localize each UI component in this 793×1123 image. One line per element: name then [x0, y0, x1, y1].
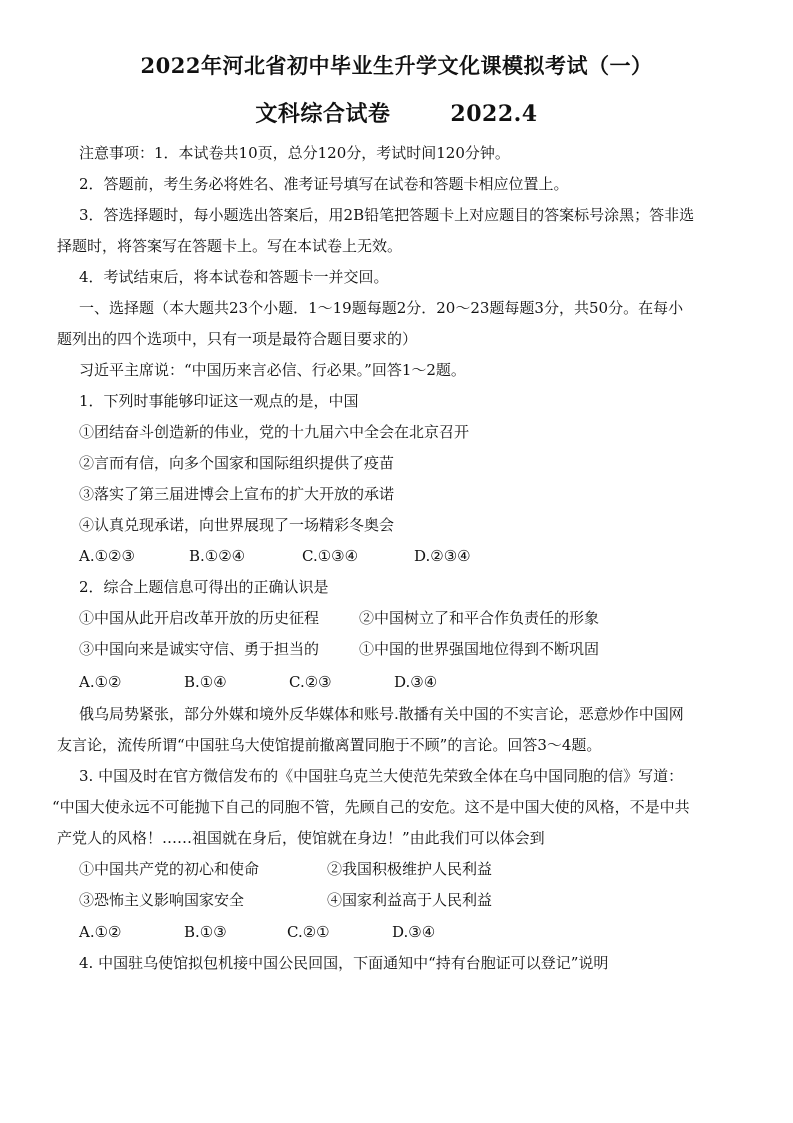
q3-option-d: D.③④: [392, 923, 436, 941]
q2-item-1: ①中国从此开启改革开放的历史征程: [79, 609, 320, 627]
q2-option-a: A.①②: [79, 673, 122, 691]
note-4: 4．考试结束后，将本试卷和答题卡一并交回。: [79, 268, 389, 286]
q1-option-d: D.②③④: [414, 547, 471, 565]
section-heading: 一、选择题（本大题共23个小题．1～19题每题2分．20～23题每题3分，共50分。在每小: [79, 299, 684, 317]
exam-subtitle: 文科综合试卷: [255, 101, 391, 127]
q1-item-2: ②言而有信，向多个国家和国际组织提供了疫苗: [79, 454, 395, 472]
q3-option-c: C.②①: [287, 923, 330, 941]
q2-item-4: ①中国的世界强国地位得到不断巩固: [359, 640, 600, 658]
q3-stem-1: 3. 中国及时在官方微信发布的《中国驻乌克兰大使范先荣致全体在乌中国同胞的信》写道：: [79, 767, 684, 785]
note-3-cont: 择题时，将答案写在答题卡上。写在本试卷上无效。: [57, 237, 403, 255]
q2-stem: 2．综合上题信息可得出的正确认识是: [79, 578, 329, 596]
q1-option-a: A.①②③: [79, 547, 135, 565]
q1-stem: 1．下列时事能够印证这一观点的是，中国: [79, 392, 359, 410]
q2-item-3: ③中国向来是诚实守信、勇于担当的: [79, 640, 320, 658]
q2-option-b: B.①④: [184, 673, 227, 691]
exam-date: 2022.4: [450, 101, 538, 127]
q1-option-b: B.①②④: [189, 547, 246, 565]
q2-option-d: D.③④: [394, 673, 438, 691]
q2-option-c: C.②③: [289, 673, 332, 691]
note-3: 3．答选择题时，每小题选出答案后，用2B铅笔把答题卡上对应题目的答案标号涂黑；答非选: [79, 206, 695, 224]
section-heading-cont: 题列出的四个选项中，只有一项是最符合题目要求的）: [57, 330, 418, 348]
q3-item-3: ③恐怖主义影响国家安全: [79, 891, 245, 909]
q1-item-4: ④认真兑现承诺，向世界展现了一场精彩冬奥会: [79, 516, 395, 534]
q3-item-2: ②我国积极维护人民利益: [327, 860, 493, 878]
intro-q3-4: 俄乌局势紧张，部分外媒和境外反华媒体和账号.散播有关中国的不实言论，恶意炒作中国网: [79, 705, 684, 723]
q3-item-1: ①中国共产党的初心和使命: [79, 860, 260, 878]
q1-item-1: ①团结奋斗创造新的伟业，党的十九届六中全会在北京召开: [79, 423, 470, 441]
q3-option-b: B.①③: [184, 923, 227, 941]
note-1: 注意事项：1．本试卷共10页，总分120分，考试时间120分钟。: [79, 144, 510, 162]
q3-stem-3: 产党人的风格！……祖国就在身后，使馆就在身边！”由此我们可以体会到: [57, 829, 545, 847]
q4-stem: 4. 中国驻乌使馆拟包机接中国公民回国，下面通知中“持有台胞证可以登记”说明: [79, 954, 609, 972]
q1-option-c: C.①③④: [302, 547, 359, 565]
q1-item-3: ③落实了第三届进博会上宣布的扩大开放的承诺: [79, 485, 395, 503]
q2-item-2: ②中国树立了和平合作负责任的形象: [359, 609, 600, 627]
exam-subtitle-line: [0, 97, 793, 128]
intro-q1-2: 习近平主席说：“中国历来言必信、行必果。”回答1～2题。: [79, 361, 466, 379]
q3-stem-2: “中国大使永远不可能抛下自己的同胞不管，先顾自己的安危。这不是中国大使的风格，不是中共: [52, 798, 690, 816]
q3-option-a: A.①②: [79, 923, 122, 941]
exam-title: 2022年河北省初中毕业生升学文化课模拟考试（一）: [140, 53, 653, 78]
note-2: 2．答题前，考生务必将姓名、准考证号填写在试卷和答题卡相应位置上。: [79, 175, 569, 193]
q3-item-4: ④国家利益高于人民利益: [327, 891, 493, 909]
intro-q3-4-cont: 友言论，流传所谓“中国驻乌大使馆提前撤离置同胞于不顾”的言论。回答3～4题。: [57, 736, 602, 754]
